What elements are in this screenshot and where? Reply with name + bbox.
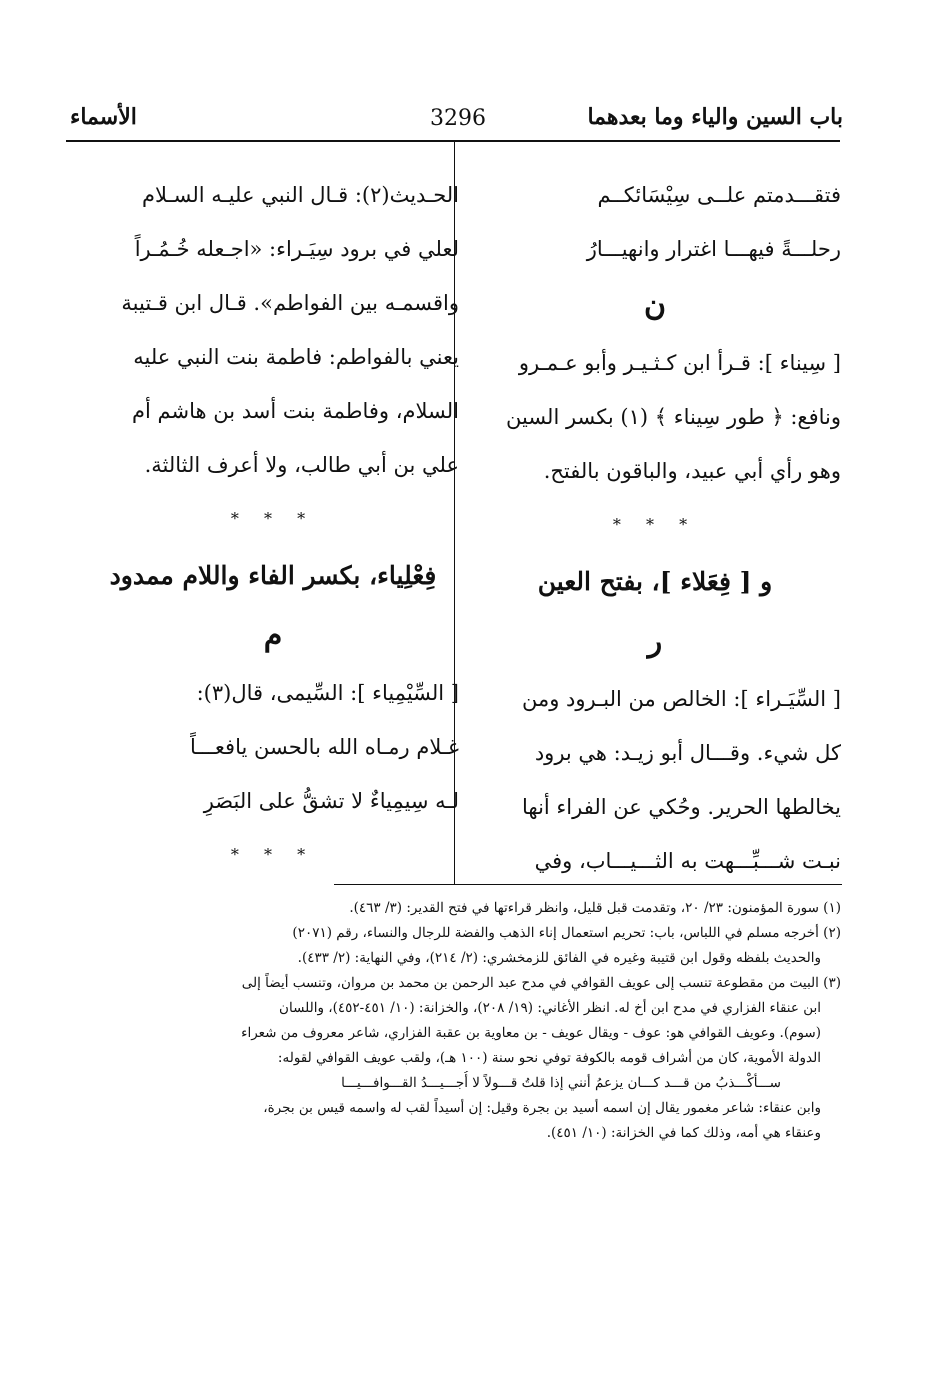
section-separator: * * * bbox=[612, 515, 698, 534]
text-line: [ السِّيَـراء ]: الخالص من البـرود ومن bbox=[522, 687, 841, 711]
section-heading: فِعْلِياء، بكسر الفاء واللام ممدود bbox=[109, 561, 437, 590]
text-line: واقسمـه بين الفواطم». قـال ابن قـتيبة bbox=[121, 291, 459, 315]
header-rule bbox=[66, 140, 840, 142]
footnote-continuation: ابن عنقاء الفزاري في مدح ابن أخ له. انظر الأغاني: (١٩/ ٢٠٨)، والخزانة: (١٠/ ٤٥١-٤٥٢)، واللسان bbox=[279, 1000, 821, 1016]
text-line: الحـديث(٢): قـال النبي عليـه السـلام bbox=[141, 183, 459, 207]
footnote-continuation: (سوم). وعويف القوافي هو: عوف - ويقال عويف - بن معاوية بن عقبة الفزاري، شاعر معروف من شعراء bbox=[241, 1025, 821, 1041]
section-separator: * * * bbox=[230, 845, 316, 864]
footnotes bbox=[101, 896, 841, 1146]
text-line: علي بن أبي طالب، ولا أعرف الثالثة. bbox=[144, 453, 459, 477]
page-number: 3296 bbox=[430, 106, 486, 131]
section-separator: * * * bbox=[230, 509, 316, 528]
footnote: (٣) البيت من مقطوعة تنسب إلى عويف القوافي في مدح عبد الرحمن بن محمد بن مروان، وتنسب أيضاً إلى bbox=[241, 975, 841, 991]
letter-heading: ر bbox=[647, 624, 663, 659]
text-line: كل شيء. وقـــال أبو زيـد: هي برود bbox=[534, 741, 841, 765]
left-column bbox=[87, 168, 459, 882]
letter-heading: م bbox=[263, 618, 283, 653]
running-header-right: باب السين والياء وما بعدهما bbox=[587, 104, 843, 130]
text-line: [ سِيناء ]: قـرأ ابن كـثـيـر وأبو عـمـرو bbox=[518, 351, 841, 375]
text-line: نبـت شـــبِّـــهت به الثـــيـــاب، وفي bbox=[534, 849, 841, 873]
text-line: ونافع: ﴿ طور سِيناء ﴾ (١) بكسر السين bbox=[506, 405, 841, 429]
text-line: [ السِّيْمِياء ]: السِّيمى، قال(٣): bbox=[196, 681, 459, 705]
text-line: يخالطها الحرير. وحُكي عن الفراء أنها bbox=[521, 795, 841, 819]
footnote-continuation: الدولة الأموية، كان من أشراف قومه بالكوفة توفي نحو سنة (١٠٠ هـ)، ولقب عويف القوافي لقوله: bbox=[277, 1050, 821, 1066]
footnote-continuation: والحديث بلفظه وقول ابن قتيبة وغيره في الفائق للزمخشري: (٢/ ٢١٤)، وفي النهاية: (٢/ ٤٣٣). bbox=[297, 950, 821, 966]
text-line: فتقـــدمتم علــى سِيْسَائكــم bbox=[597, 183, 841, 207]
footnote-continuation: وابن عنقاء: شاعر مغمور يقال إن اسمه أسيد بن بجرة وقيل: إن أسيداً لقب له واسمه قيس بن بجرة، bbox=[263, 1100, 821, 1116]
text-line: رحلـــةً فيهـــا اغترار وانهيـــارُ bbox=[586, 237, 841, 261]
footnote: (١) سورة المؤمنون: ٢٣/ ٢٠، وتقدمت قبل قليل، وانظر قراءتها في فتح القدير: (٣/ ٤٦٣). bbox=[349, 900, 841, 916]
text-line: السلام، وفاطمة بنت أسد بن هاشم أم bbox=[132, 399, 459, 423]
footnote-rule bbox=[334, 884, 842, 885]
running-header-left: الأسماء bbox=[70, 104, 137, 130]
text-line: وهو رأي أبي عبيد، والباقون بالفتح. bbox=[543, 459, 841, 483]
text-line: غـلام رمـاه الله بالحسن يافعـــاً bbox=[190, 735, 459, 759]
footnote-continuation: وعنقاء هي أمه، وذلك كما في الخزانة: (١٠/ ٤٥١). bbox=[546, 1125, 821, 1141]
text-line: لعلي في برود سِيَـراء: «اجـعله خُـمُـراً bbox=[134, 237, 459, 261]
footnote-verse: ســـأكْـــذبُ من قـــد كـــان يزعمُ أنني إذا قلتُ قـــولاً لا أُجـــيـــدُ القـــوافـــيـــا bbox=[341, 1075, 781, 1091]
footnote: (٢) أخرجه مسلم في اللباس، باب: تحريم استعمال إناء الذهب والفضة للرجال والنساء، رقم (٢٠٧١) bbox=[292, 925, 841, 941]
right-column bbox=[469, 168, 841, 888]
letter-heading: ن bbox=[643, 288, 667, 323]
text-line: يعني بالفواطم: فاطمة بنت النبي عليه bbox=[133, 345, 459, 369]
section-heading: و [ فِعَلاء ]، بفتح العين bbox=[537, 567, 773, 596]
text-line: لـه سِيمِياءٌ لا تشقُّ على البَصَرِ bbox=[203, 789, 459, 813]
